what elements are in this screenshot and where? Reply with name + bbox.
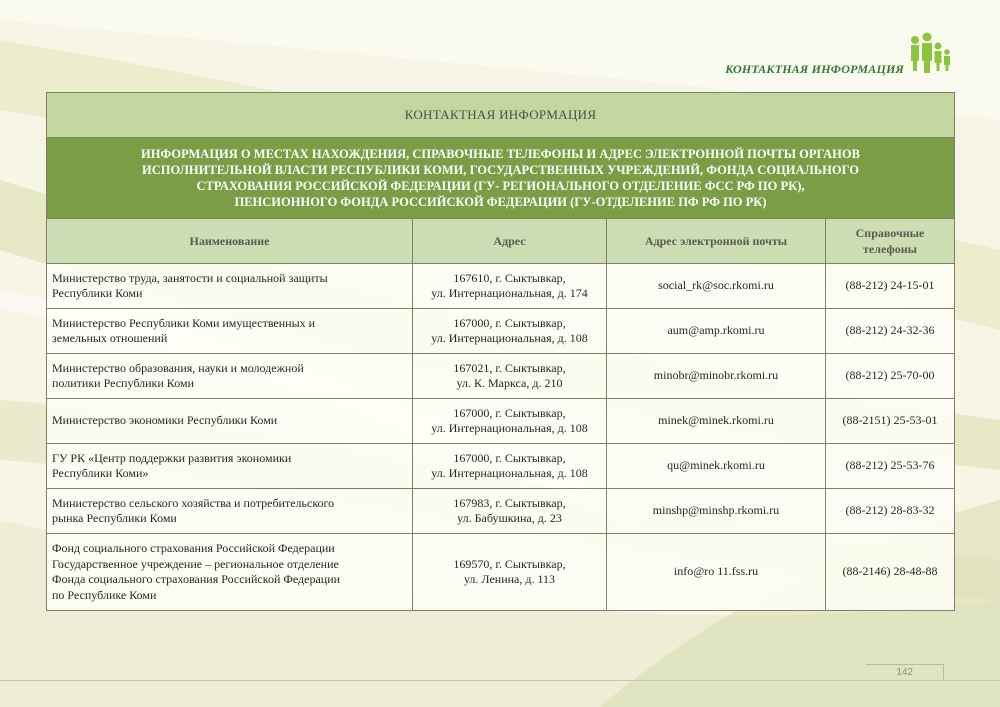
cell-name: Министерство экономики Республики Коми (47, 399, 413, 444)
cell-email[interactable]: info@ro 11.fss.ru (607, 534, 826, 611)
cell-address: 167000, г. Сыктывкар, ул. Интернациональная, д. 108 (413, 399, 607, 444)
table-row (47, 354, 955, 399)
cell-name: Министерство сельского хозяйства и потребительского рынка Республики Коми (47, 489, 413, 534)
cell-address: 169570, г. Сыктывкар, ул. Ленина, д. 113 (413, 534, 607, 611)
cell-phone: (88-212) 24-15-01 (826, 264, 955, 309)
cell-phone: (88-2151) 25-53-01 (826, 399, 955, 444)
cell-address: 167983, г. Сыктывкар, ул. Бабушкина, д. 23 (413, 489, 607, 534)
cell-name: Министерство образования, науки и молодежной политики Республики Коми (47, 354, 413, 399)
table-subtitle-row (47, 138, 955, 219)
footer-divider (0, 680, 1000, 681)
table-row (47, 399, 955, 444)
table-row (47, 309, 955, 354)
contact-table (46, 92, 955, 611)
table-row (47, 264, 955, 309)
table-row (47, 534, 955, 611)
page-number: 142 (866, 664, 944, 680)
cell-email[interactable]: qu@minek.rkomi.ru (607, 444, 826, 489)
cell-phone: (88-2146) 28-48-88 (826, 534, 955, 611)
cell-name: Министерство труда, занятости и социальной защиты Республики Коми (47, 264, 413, 309)
table-header-row (47, 219, 955, 264)
column-header-email: Адрес электронной почты (607, 219, 826, 264)
cell-email[interactable]: minshp@minshp.rkomi.ru (607, 489, 826, 534)
cell-phone: (88-212) 25-53-76 (826, 444, 955, 489)
table-row (47, 489, 955, 534)
table-title: КОНТАКТНАЯ ИНФОРМАЦИЯ (47, 93, 955, 138)
column-header-name: Наименование (47, 219, 413, 264)
cell-address: 167610, г. Сыктывкар, ул. Интернациональная, д. 174 (413, 264, 607, 309)
cell-address: 167000, г. Сыктывкар, ул. Интернациональная, д. 108 (413, 444, 607, 489)
cell-email[interactable]: aum@amp.rkomi.ru (607, 309, 826, 354)
table-row (47, 444, 955, 489)
cell-name: Фонд социального страхования Российской Федерации Государственное учреждение – региональное отделение Фонда социального страхования Российской Федерации по Республике Коми (47, 534, 413, 611)
cell-email[interactable]: minek@minek.rkomi.ru (607, 399, 826, 444)
cell-phone: (88-212) 28-83-32 (826, 489, 955, 534)
family-figures-icon (906, 30, 952, 76)
cell-email[interactable]: minobr@minobr.rkomi.ru (607, 354, 826, 399)
cell-phone: (88-212) 24-32-36 (826, 309, 955, 354)
cell-phone: (88-212) 25-70-00 (826, 354, 955, 399)
cell-email[interactable]: social_rk@soc.rkomi.ru (607, 264, 826, 309)
column-header-phone: Справочные телефоны (826, 219, 955, 264)
cell-address: 167021, г. Сыктывкар, ул. К. Маркса, д. 210 (413, 354, 607, 399)
cell-address: 167000, г. Сыктывкар, ул. Интернациональная, д. 108 (413, 309, 607, 354)
cell-name: ГУ РК «Центр поддержки развития экономики Республики Коми» (47, 444, 413, 489)
cell-name: Министерство Республики Коми имущественных и земельных отношений (47, 309, 413, 354)
table-subtitle: ИНФОРМАЦИЯ О МЕСТАХ НАХОЖДЕНИЯ, СПРАВОЧНЫЕ ТЕЛЕФОНЫ И АДРЕС ЭЛЕКТРОННОЙ ПОЧТЫ ОРГАНОВ ИСПОЛНИТЕЛЬНОЙ ВЛАСТИ РЕСПУБЛИКИ КОМИ, ГОСУДАРСТВЕННЫХ УЧРЕЖДЕНИЙ, ФОНДА СОЦИАЛЬНОГО СТРАХОВАНИЯ РОССИЙСКОЙ ФЕДЕРАЦИИ (ГУ- РЕГИОНАЛЬНОГО ОТДЕЛЕНИЕ ФСС РФ ПО РК), ПЕНСИОННОГО ФОНДА РОССИЙСКОЙ ФЕДЕРАЦИИ (ГУ-ОТДЕЛЕНИЕ ПФ РФ ПО РК) (47, 138, 955, 219)
contact-table-container (46, 92, 954, 611)
section-header-title: КОНТАКТНАЯ ИНФОРМАЦИЯ (725, 62, 904, 76)
table-title-row (47, 93, 955, 138)
column-header-address: Адрес (413, 219, 607, 264)
